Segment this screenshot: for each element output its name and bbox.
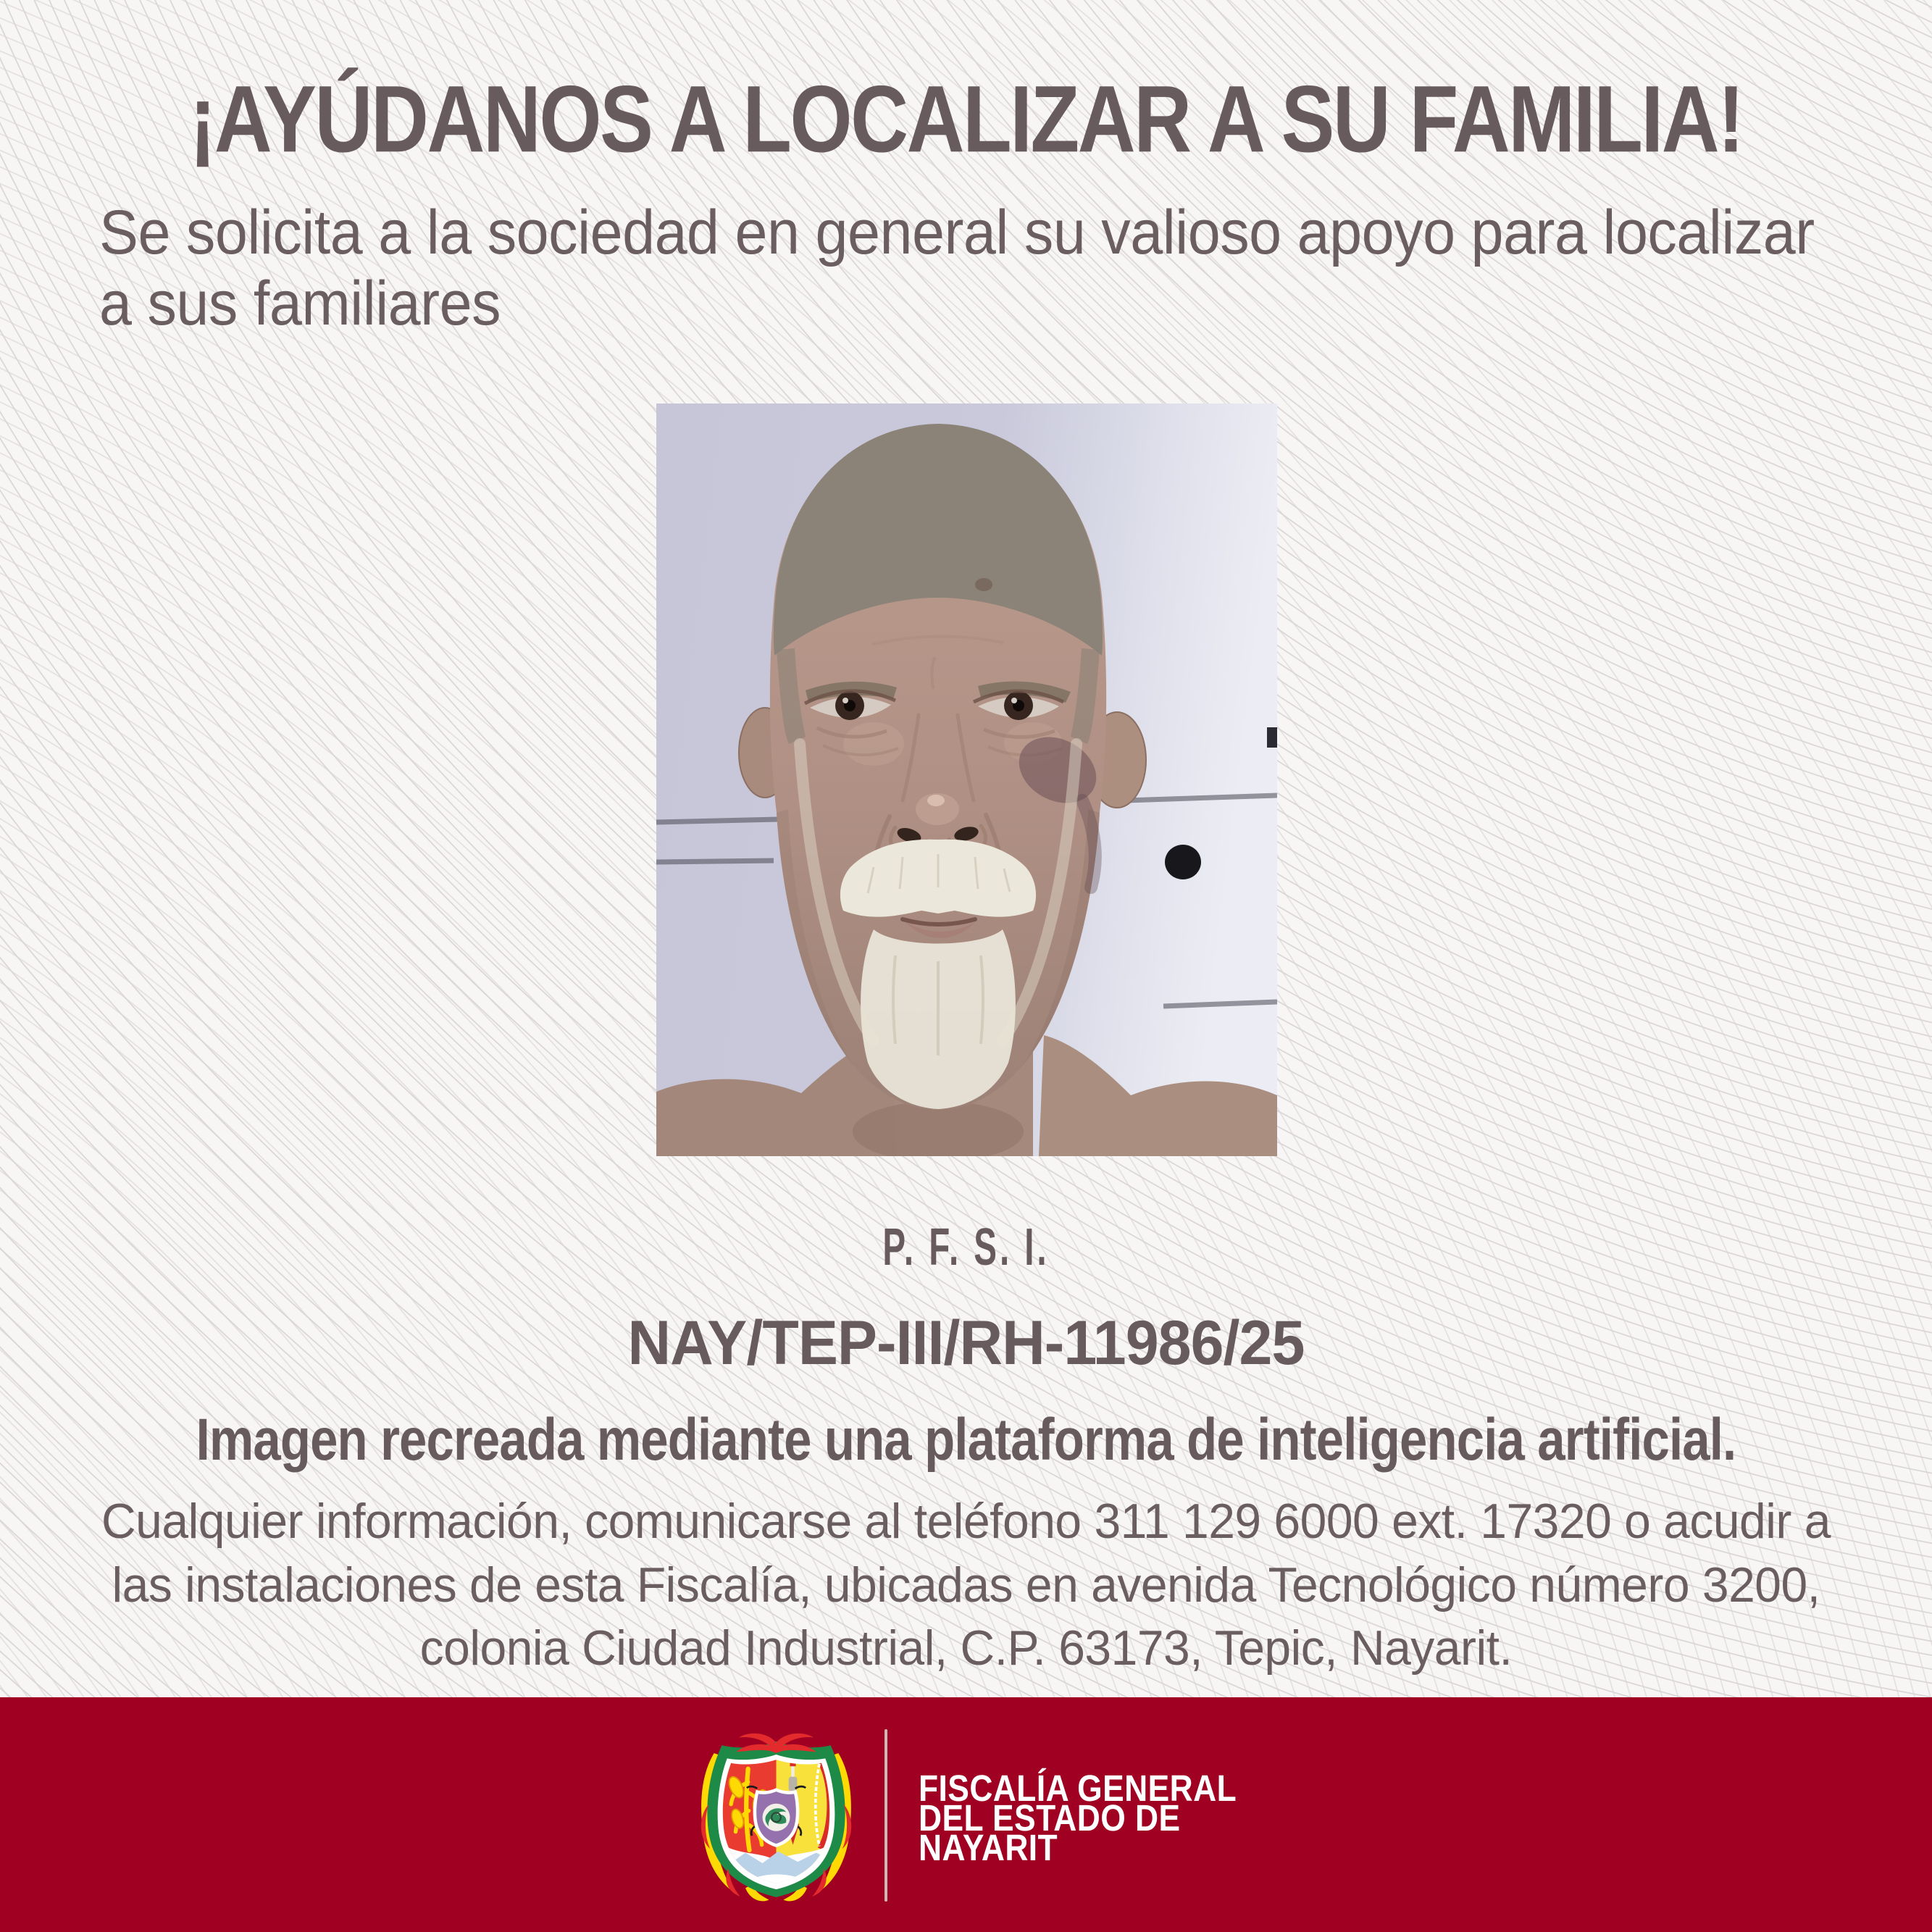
subtitle-text: Se solicita a la sociedad en general su valioso apoyo para localizar a sus familiares [99,198,1815,339]
org-name-line-3: NAYARIT [919,1827,1058,1868]
subject-initials: P. F. S. I. [882,1218,1050,1276]
subject-photo [656,403,1277,1156]
footer-bar [0,1697,1932,1932]
subject-portrait-illustration [656,403,1277,1156]
org-name-line-1: FISCALÍA GENERAL [919,1768,1237,1809]
page-title: ¡AYÚDANOS A LOCALIZAR A SU FAMILIA! [189,65,1743,172]
wall-dot [1165,845,1201,879]
org-name [919,1768,1237,1868]
nayarit-coat-of-arms-icon [694,1727,858,1904]
org-name-line-2: DEL ESTADO DE [919,1797,1181,1839]
contact-info: Cualquier información, comunicarse al teléfono 311 129 6000 ext. 17320 o acudir a las instalaciones de esta Fiscalía, ubicadas en avenida Tecnológico número 3200, colonia Ciudad Industrial, C.P. 63173, Tepic, Nayarit. [101,1494,1831,1676]
footer-divider [885,1729,887,1902]
wall-notch [1267,727,1277,748]
case-number: NAY/TEP-III/RH-11986/25 [627,1308,1305,1378]
ai-notice: Imagen recreada mediante una plataforma de inteligencia artificial. [196,1407,1736,1473]
